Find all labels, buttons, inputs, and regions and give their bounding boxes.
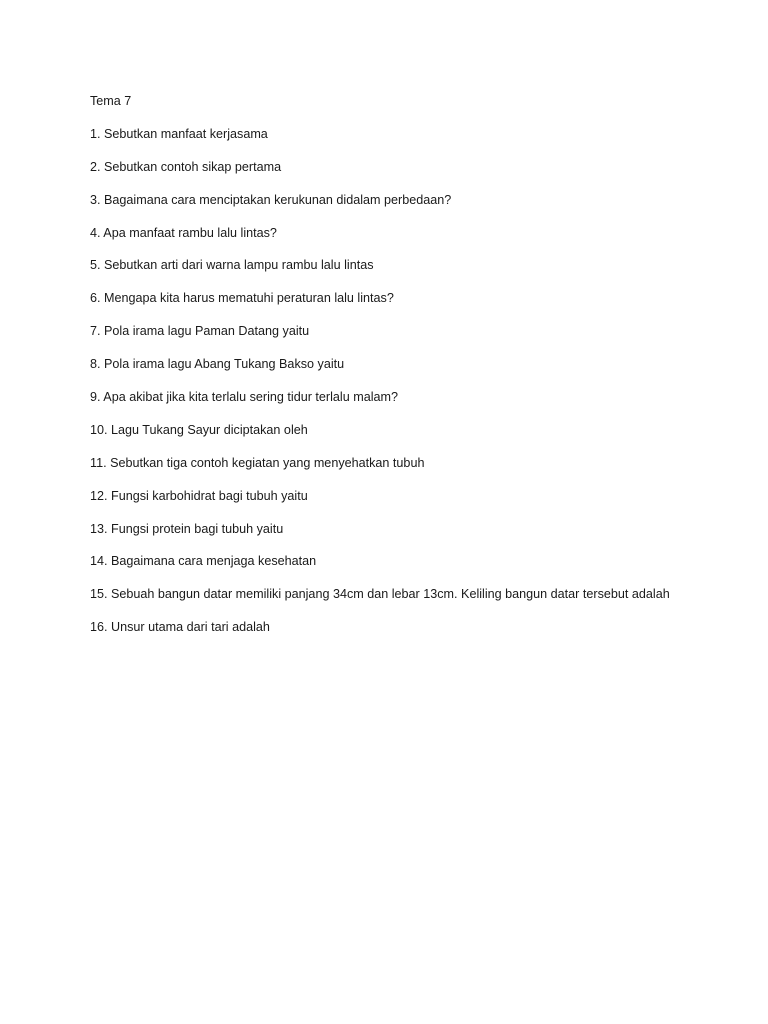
question-9: 9. Apa akibat jika kita terlalu sering tidur terlalu malam? xyxy=(90,390,398,405)
question-15: 15. Sebuah bangun datar memiliki panjang 34cm dan lebar 13cm. Keliling bangun datar tersebut adalah xyxy=(90,587,670,602)
question-3: 3. Bagaimana cara menciptakan kerukunan didalam perbedaan? xyxy=(90,192,452,207)
question-12: 12. Fungsi karbohidrat bagi tubuh yaitu xyxy=(90,488,308,503)
question-13: 13. Fungsi protein bagi tubuh yaitu xyxy=(90,521,284,536)
question-7: 7. Pola irama lagu Paman Datang yaitu xyxy=(90,324,310,339)
question-5: 5. Sebutkan arti dari warna lampu rambu lalu lintas xyxy=(90,258,374,273)
question-16: 16. Unsur utama dari tari adalah xyxy=(90,620,270,635)
question-11: 11. Sebutkan tiga contoh kegiatan yang menyehatkan tubuh xyxy=(90,455,425,470)
question-2: 2. Sebutkan contoh sikap pertama xyxy=(90,159,282,174)
question-6: 6. Mengapa kita harus mematuhi peraturan lalu lintas? xyxy=(90,291,394,306)
document-title: Tema 7 xyxy=(90,94,132,108)
document-body xyxy=(90,92,750,651)
question-4: 4. Apa manfaat rambu lalu lintas? xyxy=(90,225,277,240)
question-1: 1. Sebutkan manfaat kerjasama xyxy=(90,126,268,141)
question-10: 10. Lagu Tukang Sayur diciptakan oleh xyxy=(90,422,308,437)
question-14: 14. Bagaimana cara menjaga kesehatan xyxy=(90,554,317,569)
question-8: 8. Pola irama lagu Abang Tukang Bakso yaitu xyxy=(90,357,345,372)
